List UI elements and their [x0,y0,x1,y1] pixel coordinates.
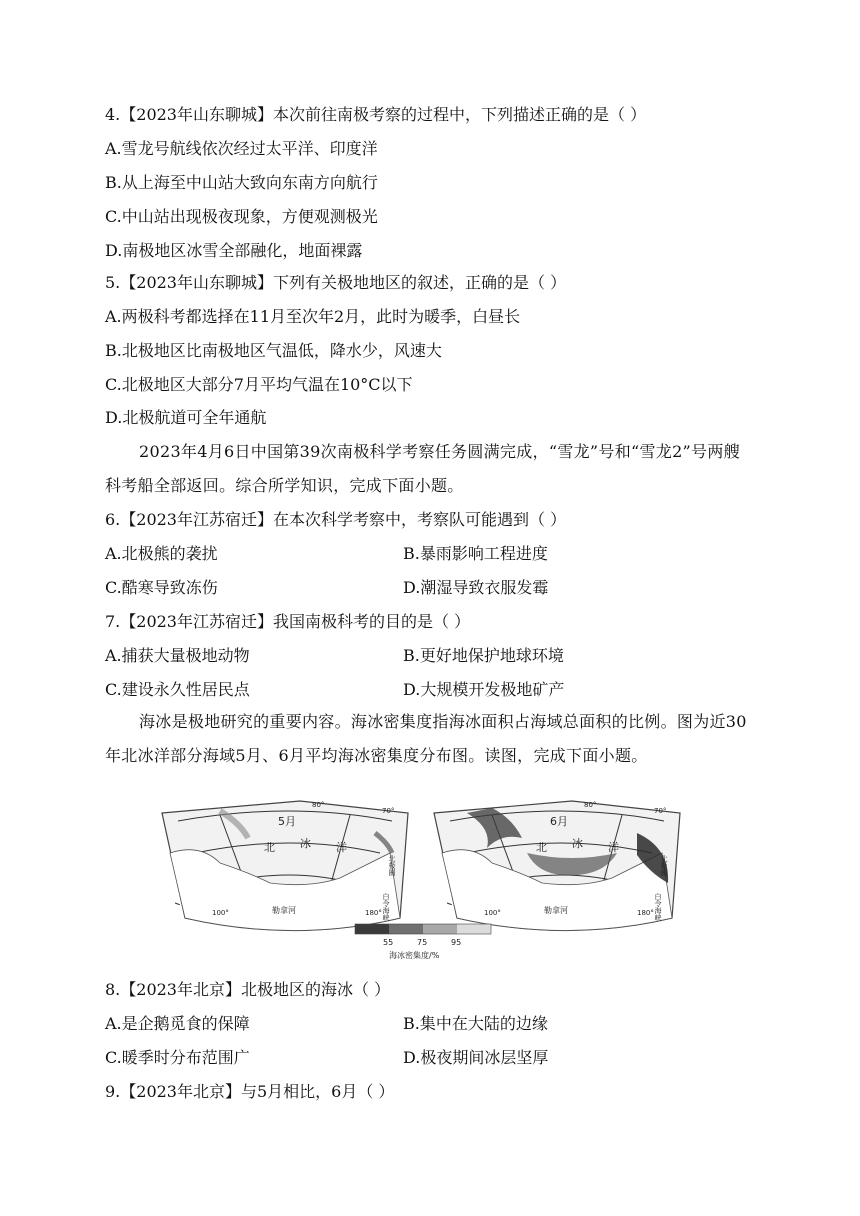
question-6-stem: 6.【2023年江苏宿迁】在本次科学考察中，考察队可能遇到（ ） [105,510,567,529]
question-5-option-b: B.北极地区比南极地区气温低，降水少，风速大 [105,341,442,360]
legend-tick-95: 95 [451,938,462,947]
legend-tick-55: 55 [383,938,394,947]
june-lat-70-label: 70° [654,807,667,815]
sea-ice-concentration-figure [160,793,690,963]
may-river-label: 勒拿河 [272,906,296,915]
question-7-option-c: C.建设永久性居民点 [105,680,250,699]
concentration-legend [355,924,491,960]
question-9-stem: 9.【2023年北京】与5月相比，6月（ ） [105,1082,395,1101]
june-ocean-char-1: 北 [536,841,547,854]
june-river-label: 勒拿河 [544,906,568,915]
may-arctic-circle-label: 北极圈 [388,855,396,876]
may-lat-80-label: 80° [312,801,325,809]
passage-sea-ice: 海冰是极地研究的重要内容。海冰密集度指海冰面积占海域总面积的比例。图为近30年北冰洋部分海域5月、6月平均海冰密集度分布图。读图，完成下面小题。 [105,712,747,765]
question-7-stem: 7.【2023年江苏宿迁】我国南极科考的目的是（ ） [105,612,471,631]
question-7-option-d: D.大规模开发极地矿产 [403,680,565,699]
legend-swatch-3 [423,924,457,934]
question-6-option-b: B.暴雨影响工程进度 [403,544,548,563]
legend-title: 海冰密集度/% [389,951,440,960]
june-map [434,801,680,931]
may-map [162,801,408,931]
question-4-option-b: B.从上海至中山站大致向东南方向航行 [105,173,378,192]
may-lat-70-label: 70° [382,807,395,815]
question-5-option-a: A.两极科考都选择在11月至次年2月，此时为暖季，白昼长 [105,307,521,326]
legend-swatch-4 [457,924,491,934]
may-ocean-char-2: 冰 [300,837,311,850]
question-5-stem: 5.【2023年山东聊城】下列有关极地地区的叙述，正确的是（ ） [105,273,567,292]
question-6-option-c: C.酷寒导致冻伤 [105,578,218,597]
question-4-option-a: A.雪龙号航线依次经过太平洋、印度洋 [105,139,378,158]
question-6-option-a: A.北极熊的袭扰 [105,544,218,563]
june-label: 6月 [550,815,568,828]
legend-tick-75: 75 [417,938,428,947]
question-8-option-a: A.是企鹅觅食的保障 [105,1014,250,1033]
may-lon-100-label: 100° [212,909,229,917]
may-bering-strait-label: 白令海峡 [382,893,390,921]
question-4-stem: 4.【2023年山东聊城】本次前往南极考察的过程中，下列描述正确的是（ ） [105,105,647,124]
june-ocean-char-3: 洋 [608,841,619,854]
question-8-option-c: C.暖季时分布范围广 [105,1048,250,1067]
june-lat-80-label: 80° [584,801,597,809]
may-label: 5月 [278,815,296,828]
question-8-stem: 8.【2023年北京】北极地区的海冰（ ） [105,980,391,999]
legend-swatch-1 [355,924,389,934]
legend-swatch-2 [389,924,423,934]
june-lon-180-label: 180° [637,909,654,917]
june-ocean-char-2: 冰 [572,837,583,850]
may-lon-180-label: 180° [365,909,382,917]
sea-ice-maps-svg [160,793,690,963]
may-ocean-char-1: 北 [264,841,275,854]
june-bering-strait-label: 白令海峡 [654,893,662,921]
question-5-option-d: D.北极航道可全年通航 [105,408,267,427]
passage-antarctic-expedition: 2023年4月6日中国第39次南极科学考察任务圆满完成，“雪龙”号和“雪龙2”号两艘科考船全部返回。综合所学知识，完成下面小题。 [105,442,740,495]
question-8-option-b: B.集中在大陆的边缘 [403,1014,548,1033]
question-7-option-b: B.更好地保护地球环境 [403,646,564,665]
question-7-option-a: A.捕获大量极地动物 [105,646,250,665]
question-5-option-c: C.北极地区大部分7月平均气温在10°C以下 [105,375,413,394]
may-ocean-char-3: 洋 [336,841,347,854]
question-8-option-d: D.极夜期间冰层坚厚 [403,1048,549,1067]
june-arctic-circle-label: 北极圈 [660,855,668,876]
question-4-option-c: C.中山站出现极夜现象，方便观测极光 [105,207,378,226]
question-6-option-d: D.潮湿导致衣服发霉 [403,578,549,597]
june-lon-100-label: 100° [484,909,501,917]
question-4-option-d: D.南极地区冰雪全部融化，地面裸露 [105,241,363,260]
